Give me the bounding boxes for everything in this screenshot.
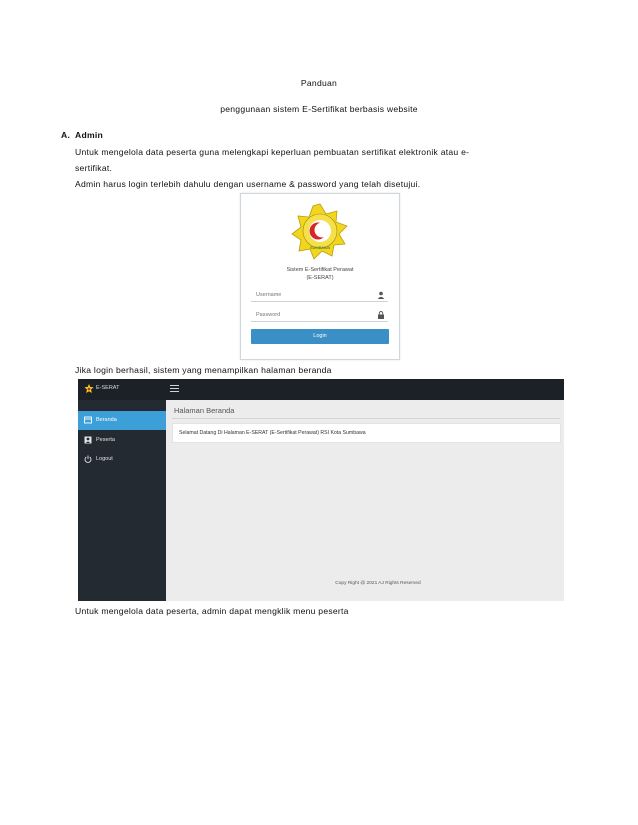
brand-name: E-SERAT — [96, 385, 120, 391]
footer: Copy Right @ 2021 AJ Rights Reserved — [335, 581, 421, 586]
welcome-panel — [172, 423, 561, 443]
sidebar-item-label: Peserta — [96, 437, 115, 443]
brand[interactable] — [78, 379, 166, 400]
username-input[interactable] — [251, 289, 374, 301]
paragraph-1-line-2: sertifikat. — [75, 163, 113, 173]
welcome-text: Selamat Datang Di Halaman E-SERAT (E-Sertifikat Perawat) RSI Kota Sumbawa — [179, 430, 366, 436]
user-icon — [84, 436, 92, 444]
password-input[interactable] — [251, 309, 374, 321]
sidebar-item-label: Logout — [96, 456, 113, 462]
login-button[interactable]: Login — [251, 329, 389, 344]
hospital-logo-icon — [290, 202, 350, 262]
menu-toggle-icon[interactable] — [170, 385, 179, 393]
heading-divider — [172, 418, 560, 419]
system-abbreviation: (E-SERAT) — [306, 275, 334, 281]
caption-login-success: Jika login berhasil, sistem yang menampilkan halaman beranda — [75, 365, 332, 375]
home-icon — [84, 416, 92, 424]
brand-logo-icon — [84, 384, 94, 394]
power-icon — [84, 455, 92, 463]
sidebar-item-peserta[interactable] — [78, 431, 166, 450]
login-screenshot — [240, 193, 400, 360]
document-title: Panduan — [300, 78, 338, 88]
logo-text: SUMBAWA — [309, 245, 331, 250]
sidebar-item-logout[interactable] — [78, 450, 166, 469]
paragraph-1-line-1: Untuk mengelola data peserta guna melengkapi keperluan pembuatan sertifikat elektronik atau e- — [75, 147, 470, 157]
page-heading: Halaman Beranda — [174, 406, 235, 415]
username-field-wrapper — [251, 289, 388, 302]
sidebar-item-label: Beranda — [96, 417, 117, 423]
caption-peserta: Untuk mengelola data peserta, admin dapat mengklik menu peserta — [75, 606, 349, 616]
paragraph-2: Admin harus login terlebih dahulu dengan username & password yang telah disetujui. — [75, 179, 421, 189]
section-a-marker: A. — [61, 130, 71, 140]
dashboard-screenshot — [78, 379, 564, 601]
system-name: Sistem E-Sertifikat Perawat — [286, 267, 354, 273]
lock-icon — [377, 311, 385, 319]
sidebar-item-beranda[interactable] — [78, 411, 166, 430]
section-a-title: Admin — [75, 130, 103, 140]
user-icon — [377, 291, 385, 299]
sidebar — [78, 400, 166, 601]
document-subtitle: penggunaan sistem E-Sertifikat berbasis website — [220, 104, 418, 114]
password-field-wrapper — [251, 309, 388, 322]
